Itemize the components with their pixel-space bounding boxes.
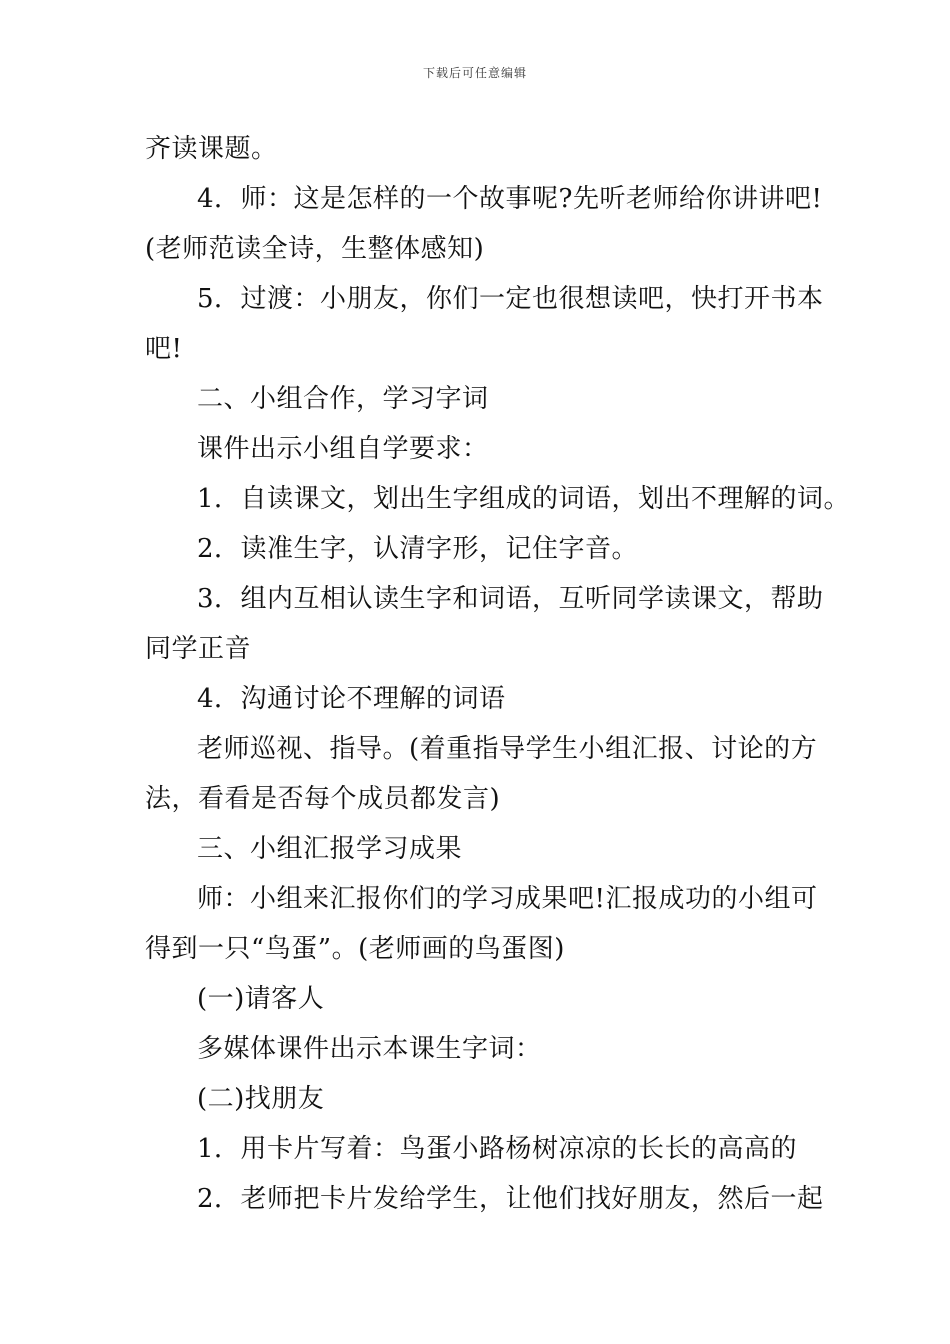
text-line: 老师巡视、指导。(着重指导学生小组汇报、讨论的方 bbox=[197, 734, 818, 764]
text-line: 4．师：这是怎样的一个故事呢?先听老师给你讲讲吧! bbox=[197, 184, 823, 214]
list-item: 2．老师把卡片发给学生，让他们找好朋友，然后一起 bbox=[197, 1184, 824, 1214]
list-item: 1．自读课文，划出生字组成的词语，划出不理解的词。 bbox=[197, 484, 851, 514]
text-line: 齐读课题。 bbox=[145, 134, 278, 164]
text-line: 得到一只“鸟蛋”。(老师画的鸟蛋图) bbox=[145, 934, 565, 964]
text-line: (老师范读全诗，生整体感知) bbox=[145, 234, 485, 264]
document-body bbox=[145, 124, 851, 1224]
section-heading: 二、小组合作，学习字词 bbox=[197, 384, 489, 414]
list-item: 2．读准生字，认清字形，记住字音。 bbox=[197, 534, 639, 564]
text-line: 吧! bbox=[145, 334, 183, 364]
text-line: 法，看看是否每个成员都发言) bbox=[145, 784, 501, 814]
text-line: 同学正音 bbox=[145, 634, 252, 664]
text-line: 5．过渡：小朋友，你们一定也很想读吧，快打开书本 bbox=[197, 284, 824, 314]
page-header-note: 下载后可任意编辑 bbox=[422, 66, 527, 80]
list-item: 1．用卡片写着：鸟蛋小路杨树凉凉的长长的高高的 bbox=[197, 1134, 798, 1164]
text-line: 师：小组来汇报你们的学习成果吧!汇报成功的小组可 bbox=[197, 884, 818, 914]
list-item: 4．沟通讨论不理解的词语 bbox=[197, 684, 506, 714]
text-line: 课件出示小组自学要求： bbox=[197, 434, 489, 464]
section-heading: 三、小组汇报学习成果 bbox=[197, 834, 463, 864]
subsection-heading: (二)找朋友 bbox=[197, 1084, 325, 1114]
subsection-heading: (一)请客人 bbox=[197, 984, 325, 1014]
text-line: 多媒体课件出示本课生字词： bbox=[197, 1034, 542, 1064]
list-item: 3．组内互相认读生字和词语，互听同学读课文，帮助 bbox=[197, 584, 824, 614]
